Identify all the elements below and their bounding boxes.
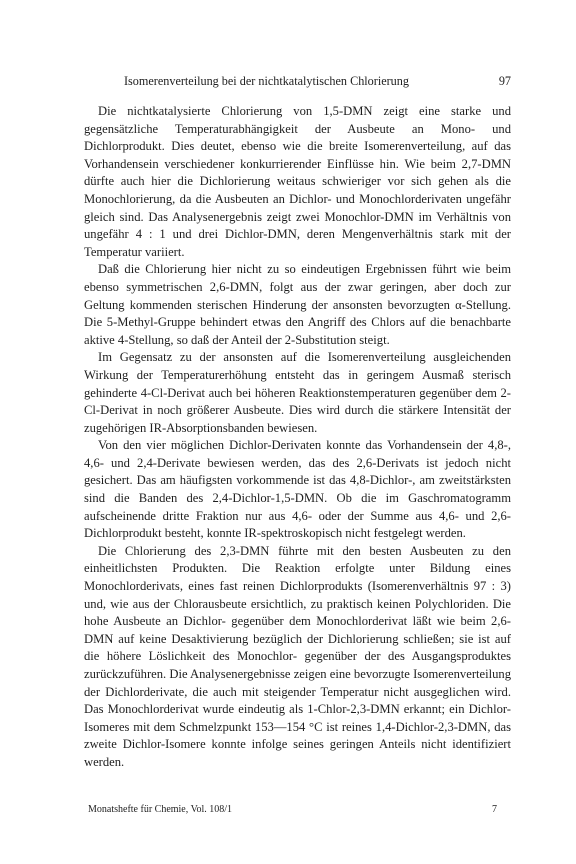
page-footer: [84, 804, 511, 822]
paragraph: Die nichtkatalysierte Chlorierung von 1,5-DMN zeigt eine starke und gegensätzliche Temperaturabhängigkeit der Ausbeute an Mono- und Dichlorprodukt. Dies deutet, ebenso wie die breite Isomerenverteilung, auf das Vorhandensein verschiedener konkurrierender Einflüsse hin. Wie beim 2,7-DMN dürfte auch hier die Dichlorierung weitaus schwieriger vor sich gehen als die Monochlorierung, da die Ausbeuten an Dichlor- und Monochlorderivaten ungefähr gleich sind. Das Analysenergebnis zeigt zwei Monochlor-DMN im Verhältnis von ungefähr 4 : 1 und drei Dichlor-DMN, deren Mengenverhältnis stark mit der Temperatur variiert.: [84, 104, 511, 259]
page: [84, 0, 511, 864]
running-title: Isomerenverteilung bei der nichtkatalytischen Chlorierung: [124, 74, 409, 88]
journal-citation: Monatshefte für Chemie, Vol. 108/1: [88, 804, 233, 815]
paragraph: Im Gegensatz zu der ansonsten auf die Isomerenverteilung ausgleichenden Wirkung der Temperaturerhöhung entsteht das in geringem Ausmaß sterisch gehinderte 4-Cl-Derivat auch bei höheren Reaktionstemperaturen gegenüber dem 2-Cl-Derivat in noch größerer Ausbeute. Dies wird durch die stärkere Intensität der zugehörigen IR-Absorptionsbanden bewiesen.: [84, 350, 511, 435]
paragraph: Daß die Chlorierung hier nicht zu so eindeutigen Ergebnissen führt wie beim ebenso symmetrischen 2,6-DMN, folgt aus der zwar geringen, aber doch zur Geltung kommenden sterischen Hinderung der ansonsten bevorzugten α-Stellung. Die 5-Methyl-Gruppe behindert etwas den Angriff des Chlors auf die benachbarte aktive 4-Stellung, so daß der Anteil der 2-Substitution steigt.: [84, 262, 511, 347]
running-header: [84, 74, 511, 94]
page-number: 97: [498, 74, 511, 88]
paragraph: Die Chlorierung des 2,3-DMN führte mit den besten Ausbeuten zu den einheitlichsten Produkten. Die Reaktion erfolgte unter Bildung eines Monochlorderivats, eines fast reinen Dichlorprodukts (Isomerenverhältnis 97 : 3) und, wie aus der Chlorausbeute ersichtlich, zu praktisch keinen Polychloriden. Die hohe Ausbeute an Dichlor- gegenüber dem Monochlorderivat läßt wie beim 2,6-DMN auf keine Desaktivierung bezüglich der Dichlorierung schließen; sie ist auf die höhere Löslichkeit des Monochlor- gegenüber der des Ausgangsproduktes zurückzuführen. Die Analysenergebnisse zeigen eine bevorzugte Isomerenverteilung der Dichlorderivate, die auch mit steigender Temperatur nicht ausgeglichen wird. Das Monochlorderivat wurde eindeutig als 1-Chlor-2,3-DMN erkannt; ein Dichlor-Isomeres mit dem Schmelzpunkt 153—154 °C ist reines 1,4-Dichlor-2,3-DMN, das zweite Dichlor-Isomere konnte infolge seines geringen Anteils nicht identifiziert werden.: [84, 543, 511, 769]
paragraph: Von den vier möglichen Dichlor-Derivaten konnte das Vorhandensein der 4,8-, 4,6- und 2,4-Derivate bewiesen werden, das des 2,6-Derivats ist jedoch nicht gesichert. Das am häufigsten vorkommende ist das 4,8-Dichlor-, am zweitstärksten sind die Banden des 2,4-Dichlor-1,5-DMN. Ob die im Gaschromatogramm aufscheinende dritte Fraktion nur aus 4,6- oder der Summe aus 4,6- und 2,6-Dichlorprodukt besteht, konnte IR-spektroskopisch nicht festgelegt werden.: [84, 438, 511, 541]
body-text: [84, 103, 511, 772]
signature-mark: 7: [492, 804, 497, 815]
